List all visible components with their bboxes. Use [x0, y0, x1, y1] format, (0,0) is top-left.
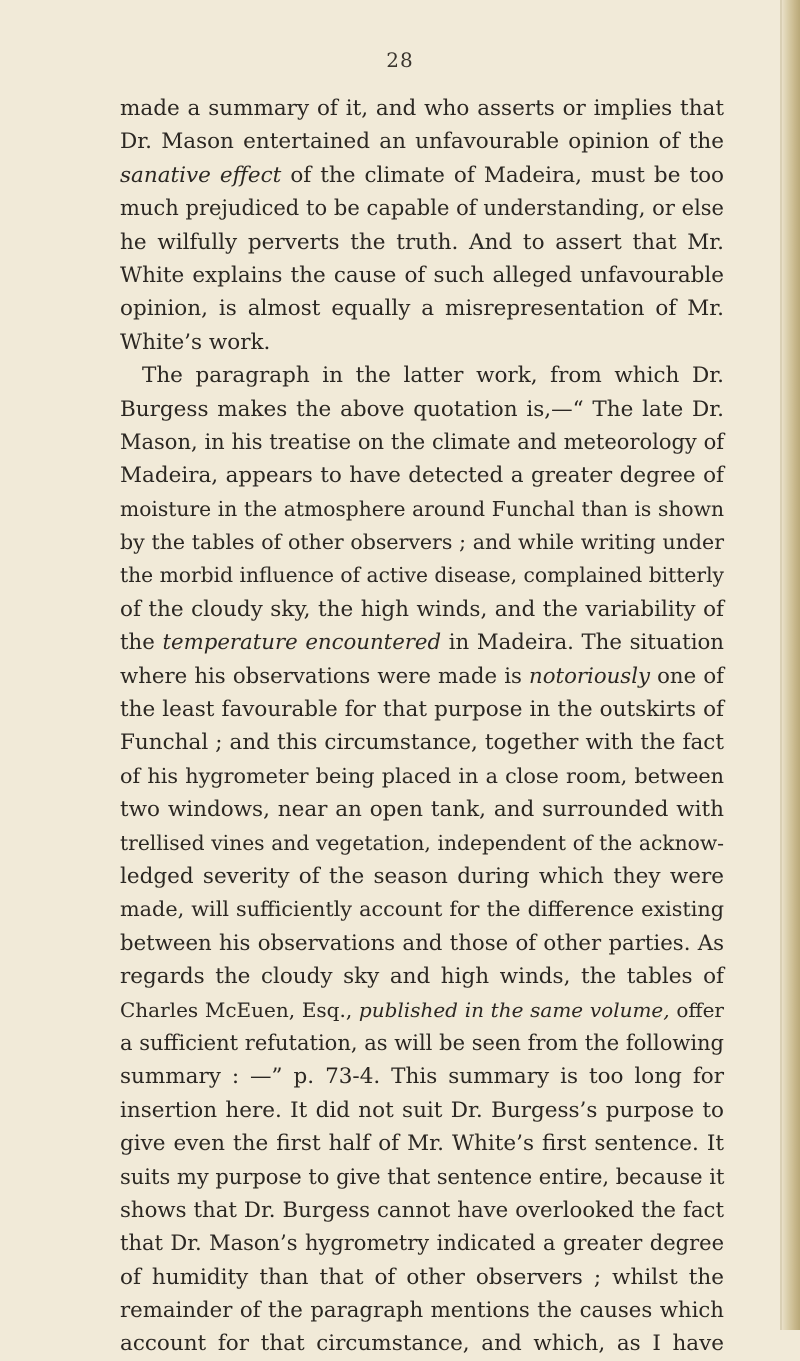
text-line — [120, 459, 724, 492]
text-segment: suits my purpose to give that sentence entire, because it — [120, 1164, 725, 1189]
text-segment: give even the first half of Mr. White’s first sentence. It — [120, 1131, 724, 1157]
page-edge — [782, 0, 800, 1330]
text-segment: a sufficient refutation, as will be seen from the following — [120, 1030, 724, 1055]
text-line — [120, 493, 724, 526]
text-line — [120, 1127, 724, 1160]
text-segment: in Madeira. The situation — [441, 630, 724, 656]
text-line — [120, 559, 724, 592]
text-line — [120, 660, 724, 693]
text-segment: made, will sufficiently account for the difference existing — [120, 897, 724, 922]
text-segment: of humidity than that of other observers ; whilst the — [120, 1264, 724, 1290]
text-line — [120, 526, 724, 559]
italic-text: notoriously — [529, 663, 650, 689]
text-line — [120, 1060, 724, 1093]
text-line — [120, 1294, 724, 1327]
text-segment: regards the cloudy sky and high winds, the tables of — [120, 964, 724, 990]
italic-text: temperature encountered — [162, 630, 442, 656]
text-segment: between his observations and those of other parties. As — [120, 930, 724, 956]
text-line — [120, 326, 724, 359]
text-line — [120, 693, 724, 726]
text-segment: that Dr. Mason’s hygrometry indicated a greater degree — [120, 1231, 724, 1256]
text-segment: two windows, near an open tank, and surrounded with — [120, 797, 724, 823]
text-line — [120, 1094, 724, 1127]
text-line — [120, 927, 724, 960]
text-line — [120, 827, 724, 860]
text-segment: insertion here. It did not suit Dr. Burgess’s purpose to — [120, 1097, 724, 1123]
text-segment: White’s work. — [120, 329, 271, 355]
text-line — [120, 726, 724, 759]
text-segment: moisture in the atmosphere around Funchal than is shown — [120, 496, 724, 521]
text-segment: remainder of the paragraph mentions the causes which — [120, 1298, 724, 1324]
text-line — [120, 1327, 724, 1360]
text-segment: offer — [669, 997, 724, 1022]
text-segment: shows that Dr. Burgess cannot have overlooked the fact — [120, 1197, 724, 1223]
text-segment: opinion, is almost equally a misrepresentation of Mr. — [120, 296, 724, 322]
italic-text: published in the same volume, — [358, 997, 670, 1022]
text-line — [120, 1261, 724, 1294]
text-line — [120, 593, 724, 626]
text-line — [120, 793, 724, 826]
text-line — [120, 359, 724, 392]
text-segment: Funchal ; and this circumstance, together with the fact — [120, 730, 724, 756]
text-line — [120, 192, 724, 225]
text-line — [120, 994, 724, 1027]
text-line — [120, 125, 724, 158]
text-line — [120, 893, 724, 926]
text-segment: trellised vines and vegetation, independent of the acknow- — [120, 830, 724, 855]
text-segment: of the cloudy sky, the high winds, and the variability of — [120, 596, 724, 622]
text-segment: he wilfully perverts the truth. And to assert that Mr. — [120, 229, 724, 255]
text-segment: of the climate of Madeira, must be too — [281, 162, 724, 188]
text-line — [120, 92, 724, 125]
text-segment: the least favourable for that purpose in the outskirts of — [120, 697, 724, 723]
text-line — [120, 626, 724, 659]
text-segment: Dr. Mason entertained an unfavourable opinion of the — [120, 129, 724, 155]
text-segment: Burgess makes the above quotation is,—“ The late Dr. — [120, 396, 724, 422]
text-segment: summary : —” p. 73-4. This summary is too long for — [120, 1064, 724, 1090]
text-line — [120, 259, 724, 292]
text-body — [120, 92, 724, 1361]
text-line — [120, 1194, 724, 1227]
text-line — [120, 226, 724, 259]
text-line — [120, 1227, 724, 1260]
text-segment: White explains the cause of such alleged unfavourable — [120, 262, 724, 288]
text-line — [120, 1027, 724, 1060]
text-line — [120, 159, 724, 192]
text-segment: account for that circumstance, and which, as I have — [120, 1331, 724, 1357]
text-segment: one of — [650, 663, 724, 689]
text-segment: The paragraph in the latter work, from which Dr. — [142, 363, 724, 389]
text-line — [120, 960, 724, 993]
text-line — [120, 393, 724, 426]
text-segment: by the tables of other observers ; and while writing under — [120, 530, 724, 555]
italic-text: sanative effect — [120, 162, 282, 188]
text-segment: where his observations were made is — [120, 663, 530, 689]
text-segment: ledged severity of the season during which they were — [120, 863, 724, 889]
text-segment: made a summary of it, and who asserts or implies that — [120, 96, 724, 121]
text-line — [120, 760, 724, 793]
text-segment: the — [120, 630, 163, 656]
text-segment: Charles McEuen, Esq., — [120, 997, 359, 1022]
page-number: 28 — [386, 48, 414, 72]
text-line — [120, 1161, 724, 1194]
text-segment: Madeira, appears to have detected a greater degree of — [120, 463, 724, 489]
text-segment: much prejudiced to be capable of understanding, or else — [120, 196, 724, 221]
text-segment: Mason, in his treatise on the climate and meteorology of — [120, 429, 724, 454]
text-line — [120, 426, 724, 459]
text-segment: the morbid influence of active disease, complained bitterly — [120, 563, 724, 588]
text-line — [120, 292, 724, 325]
text-line — [120, 860, 724, 893]
text-segment: of his hygrometer being placed in a close room, between — [120, 763, 724, 788]
